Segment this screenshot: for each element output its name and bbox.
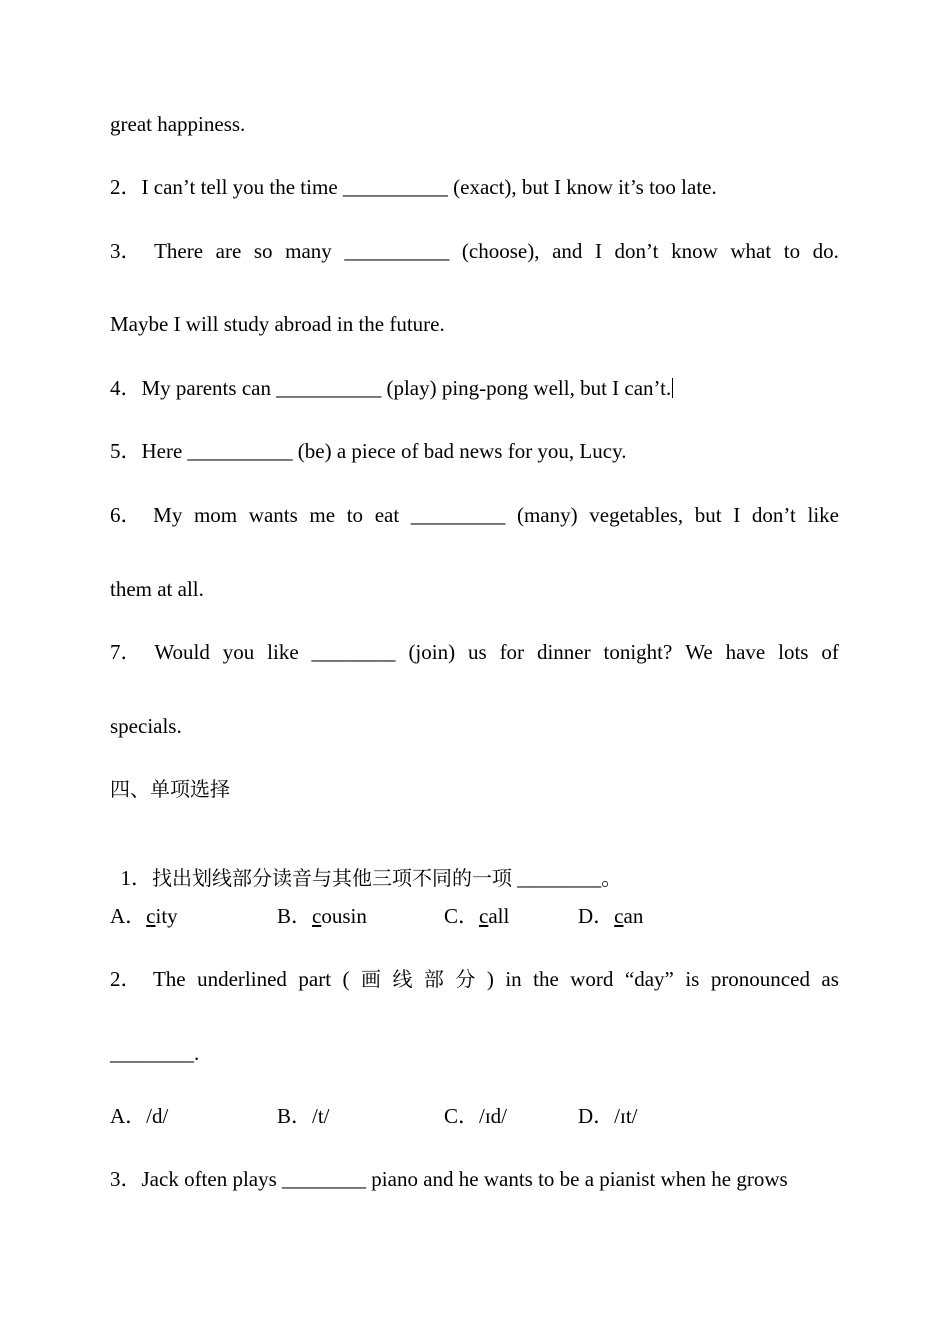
question-7-line2: specials.	[110, 714, 182, 738]
question-7-line1	[110, 639, 839, 665]
word: My	[153, 503, 183, 527]
word: ________	[311, 640, 396, 664]
word: (join)	[408, 640, 456, 664]
question-2-fill: 2．I can’t tell you the time __________ (exact), but I know it’s too late.	[110, 175, 717, 199]
word: I	[733, 503, 741, 527]
option-text: an	[623, 904, 644, 928]
word: (	[342, 967, 350, 991]
word: do.	[812, 239, 839, 263]
q1-continuation: great happiness.	[110, 112, 246, 136]
word: underlined	[197, 967, 287, 991]
word: like	[807, 503, 839, 527]
word: know	[671, 239, 718, 263]
word: 画	[360, 967, 381, 991]
word: )	[486, 967, 494, 991]
underlined-letter: c	[146, 904, 156, 928]
word: wants	[248, 503, 298, 527]
word: lots	[778, 640, 809, 664]
word: Would	[154, 640, 210, 664]
question-6-line2: them at all.	[110, 577, 204, 601]
option-label: B．	[277, 1104, 313, 1128]
word: for	[499, 640, 525, 664]
word: mom	[193, 503, 238, 527]
word: are	[215, 239, 242, 263]
question-6-line1	[110, 502, 839, 528]
mc-q1-option-d	[578, 903, 643, 929]
word: vegetables,	[589, 503, 684, 527]
word: but	[694, 503, 722, 527]
word: the	[533, 967, 559, 991]
section-4-heading: 四、单项选择	[110, 777, 230, 801]
word: so	[253, 239, 273, 263]
question-3-line1	[110, 238, 839, 264]
option-label: A．	[110, 904, 147, 928]
option-label: A．	[110, 1104, 147, 1128]
word: as	[821, 967, 839, 991]
word: dinner	[536, 640, 591, 664]
word: many	[285, 239, 332, 263]
underlined-letter: c	[312, 904, 322, 928]
word: __________	[344, 239, 450, 263]
word: word	[570, 967, 614, 991]
word: 7．	[110, 640, 142, 664]
mc-q2-option-c	[444, 1103, 507, 1129]
word: of	[821, 640, 839, 664]
word: like	[267, 640, 299, 664]
word: 分	[455, 967, 476, 991]
mc-q1-option-b	[277, 903, 367, 929]
option-label: C．	[444, 904, 480, 928]
option-text: all	[488, 904, 510, 928]
option-text: ousin	[321, 904, 367, 928]
word: you	[222, 640, 255, 664]
word: us	[467, 640, 487, 664]
question-5-fill: 5．Here __________ (be) a piece of bad news for you, Lucy.	[110, 439, 627, 463]
word: We	[685, 640, 713, 664]
word: tonight?	[603, 640, 673, 664]
option-label: C．	[444, 1104, 480, 1128]
mc-question-1	[110, 839, 622, 891]
option-text: ity	[155, 904, 178, 928]
word: 线	[392, 967, 413, 991]
text-cursor	[672, 378, 673, 398]
question-4-fill	[110, 375, 673, 401]
mc-q1-option-a	[110, 903, 178, 929]
word: what	[730, 239, 772, 263]
word: 3．	[110, 239, 142, 263]
word: to	[346, 503, 364, 527]
word: (choose),	[461, 239, 540, 263]
mc-question-3: 3．Jack often plays ________ piano and he wants to be a pianist when he grows	[110, 1167, 788, 1191]
word: and	[552, 239, 583, 263]
option-text: /d/	[146, 1104, 169, 1128]
word: 部	[423, 967, 444, 991]
underlined-letter: c	[479, 904, 489, 928]
word: 2．	[110, 967, 142, 991]
mc-q1-option-c	[444, 903, 509, 929]
word: I	[594, 239, 602, 263]
word: The	[152, 967, 186, 991]
word: is	[685, 967, 700, 991]
option-label: B．	[277, 904, 313, 928]
word: 6．	[110, 503, 142, 527]
word: There	[154, 239, 204, 263]
option-text: /ɪd/	[479, 1104, 508, 1128]
word: don’t	[751, 503, 796, 527]
mc-question-2-line2: ________.	[110, 1041, 200, 1065]
option-text: /t/	[312, 1104, 330, 1128]
word: (many)	[516, 503, 578, 527]
mc-question-2-line1	[110, 966, 839, 992]
question-3-line2: Maybe I will study abroad in the future.	[110, 312, 445, 336]
word: eat	[374, 503, 400, 527]
mc-q1-number: 1．	[120, 866, 152, 890]
word: don’t	[614, 239, 659, 263]
word: part	[298, 967, 332, 991]
mc-q2-option-d	[578, 1103, 638, 1129]
option-label: D．	[578, 1104, 615, 1128]
word: have	[725, 640, 766, 664]
mc-q1-stem: 找出划线部分读音与其他三项不同的一项	[152, 866, 512, 890]
word: pronounced	[710, 967, 810, 991]
word: _________	[410, 503, 506, 527]
word: in	[505, 967, 522, 991]
option-label: D．	[578, 904, 615, 928]
mc-q2-option-a	[110, 1103, 168, 1129]
option-text: /ɪt/	[614, 1104, 638, 1128]
word: to	[783, 239, 801, 263]
mc-q2-option-b	[277, 1103, 330, 1129]
underlined-letter: c	[614, 904, 624, 928]
word: “day”	[624, 967, 674, 991]
question-4-text: 4．My parents can __________ (play) ping-pong well, but I can’t.	[110, 376, 672, 400]
word: me	[309, 503, 336, 527]
mc-q1-blank: ________。	[512, 866, 623, 890]
